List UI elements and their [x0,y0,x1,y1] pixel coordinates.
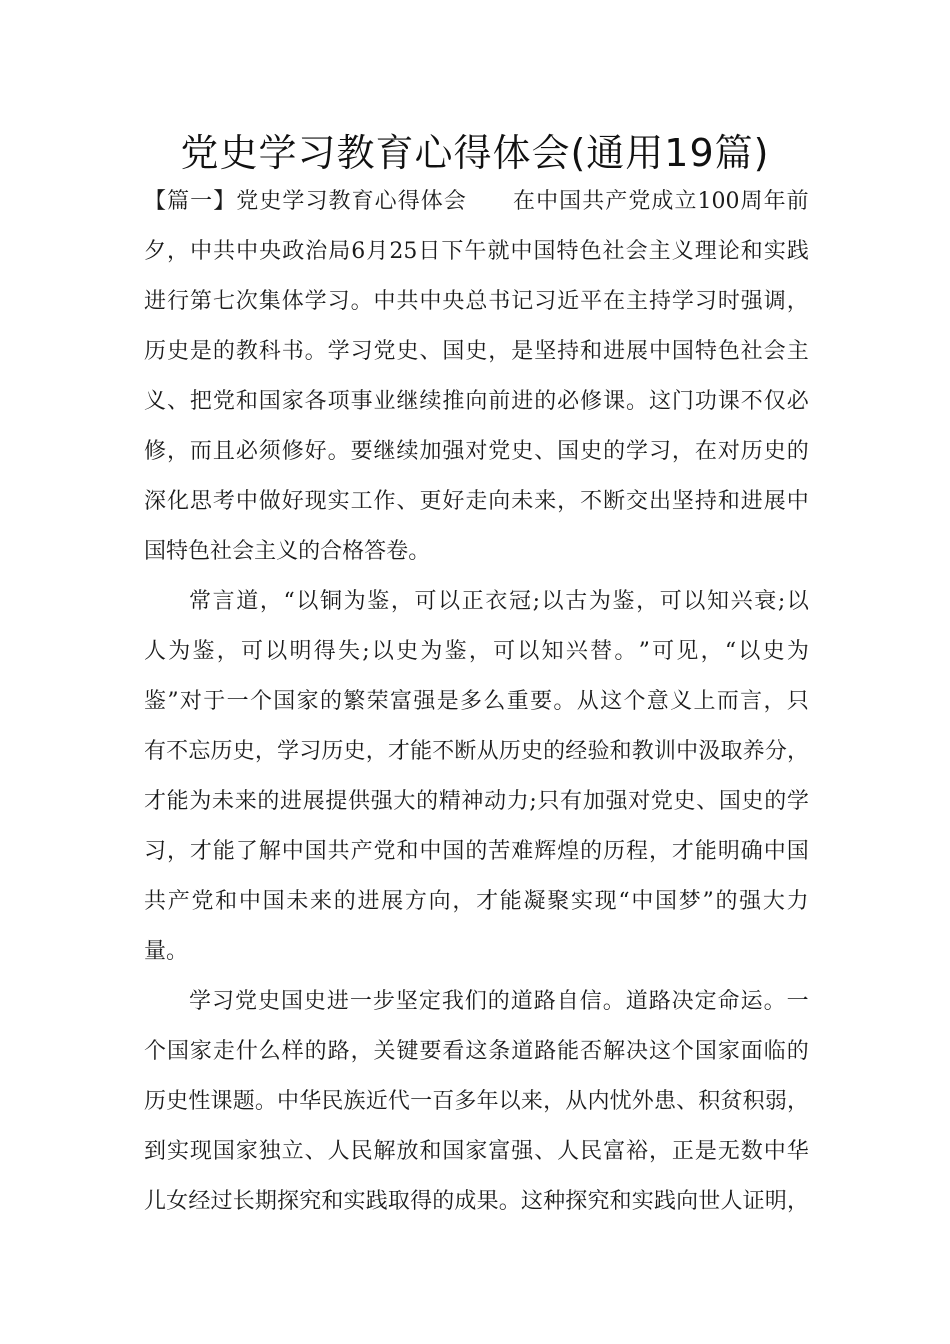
text-line: 共 产 党 和 中 国 未 来 的 进 展 方 向 ， 才 能 凝 聚 实 现 “ 中 国 梦 ” 的 强 大 力 [144,889,809,914]
text-line: 国 特 色 社 会 主 义 的 合 格 答 卷 。 [144,539,431,564]
text-line: 习 ， 才 能 了 解 中 国 共 产 党 和 中 国 的 苦 难 辉 煌 的 历 程 ， 才 能 明 确 中 国 [144,839,809,864]
text-line: 常 言 道 ， “ 以 铜 为 鉴 ， 可 以 正 衣 冠 ; 以 古 为 鉴 ， 可 以 知 兴 衰 ; 以 [189,589,809,614]
text-line: 人 为 鉴 ， 可 以 明 得 失 ; 以 史 为 鉴 ， 可 以 知 兴 替 。 ” 可 见 ， “ 以 史 为 [144,639,809,664]
text-line: 量 。 [144,939,189,964]
text-line: 修 ， 而 且 必 须 修 好 。 要 继 续 加 强 对 党 史 、 国 史 的 学 习 ， 在 对 历 史 的 [144,439,809,464]
text-line: 有 不 忘 历 史 ， 学 习 历 史 ， 才 能 不 断 从 历 史 的 经 验 和 教 训 中 汲 取 养 分 ， [144,739,809,764]
text-line: 才 能 为 未 来 的 进 展 提 供 强 大 的 精 神 动 力 ; 只 有 加 强 对 党 史 、 国 史 的 学 [144,789,809,814]
text-line: 历 史 是 的 教 科 书 。 学 习 党 史 、 国 史 ， 是 坚 持 和 进 展 中 国 特 色 社 会 主 [144,339,809,364]
text-line: 历 史 性 课 题 。 中 华 民 族 近 代 一 百 多 年 以 来 ， 从 内 忧 外 患 、 积 贫 积 弱 ， [144,1089,809,1114]
text-line: 儿 女 经 过 长 期 探 究 和 实 践 取 得 的 成 果 。 这 种 探 究 和 实 践 向 世 人 证 明 ， [144,1189,809,1214]
text-line: 到 实 现 国 家 独 立 、 人 民 解 放 和 国 家 富 强 、 人 民 富 裕 ， 正 是 无 数 中 华 [144,1139,809,1164]
text-line: 鉴 ” 对 于 一 个 国 家 的 繁 荣 富 强 是 多 么 重 要 。 从 这 个 意 义 上 而 言 ， 只 [144,689,809,714]
text-line: 个 国 家 走 什 么 样 的 路 ， 关 键 要 看 这 条 道 路 能 否 解 决 这 个 国 家 面 临 的 [144,1039,809,1064]
text-line: 【 篇 一 】 党 史 学 习 教 育 心 得 体 会 在 中 国 共 产 党 成 立 100 周 年 前 [144,189,809,214]
document-title: 党史学习教育心得体会(通用19篇) [180,131,770,175]
text-line: 义 、 把 党 和 国 家 各 项 事 业 继 续 推 向 前 进 的 必 修 课 。 这 门 功 课 不 仅 必 [144,389,809,414]
text-line: 进 行 第 七 次 集 体 学 习 。 中 共 中 央 总 书 记 习 近 平 在 主 持 学 习 时 强 调 ， [144,289,809,314]
text-line: 学 习 党 史 国 史 进 一 步 坚 定 我 们 的 道 路 自 信 。 道 路 决 定 命 运 。 一 [189,989,809,1014]
text-line: 深 化 思 考 中 做 好 现 实 工 作 、 更 好 走 向 未 来 ， 不 断 交 出 坚 持 和 进 展 中 [144,489,809,514]
text-line: 夕 ， 中 共 中 央 政 治 局 6 月 25 日 下 午 就 中 国 特 色 社 会 主 义 理 论 和 实 践 [144,239,809,264]
